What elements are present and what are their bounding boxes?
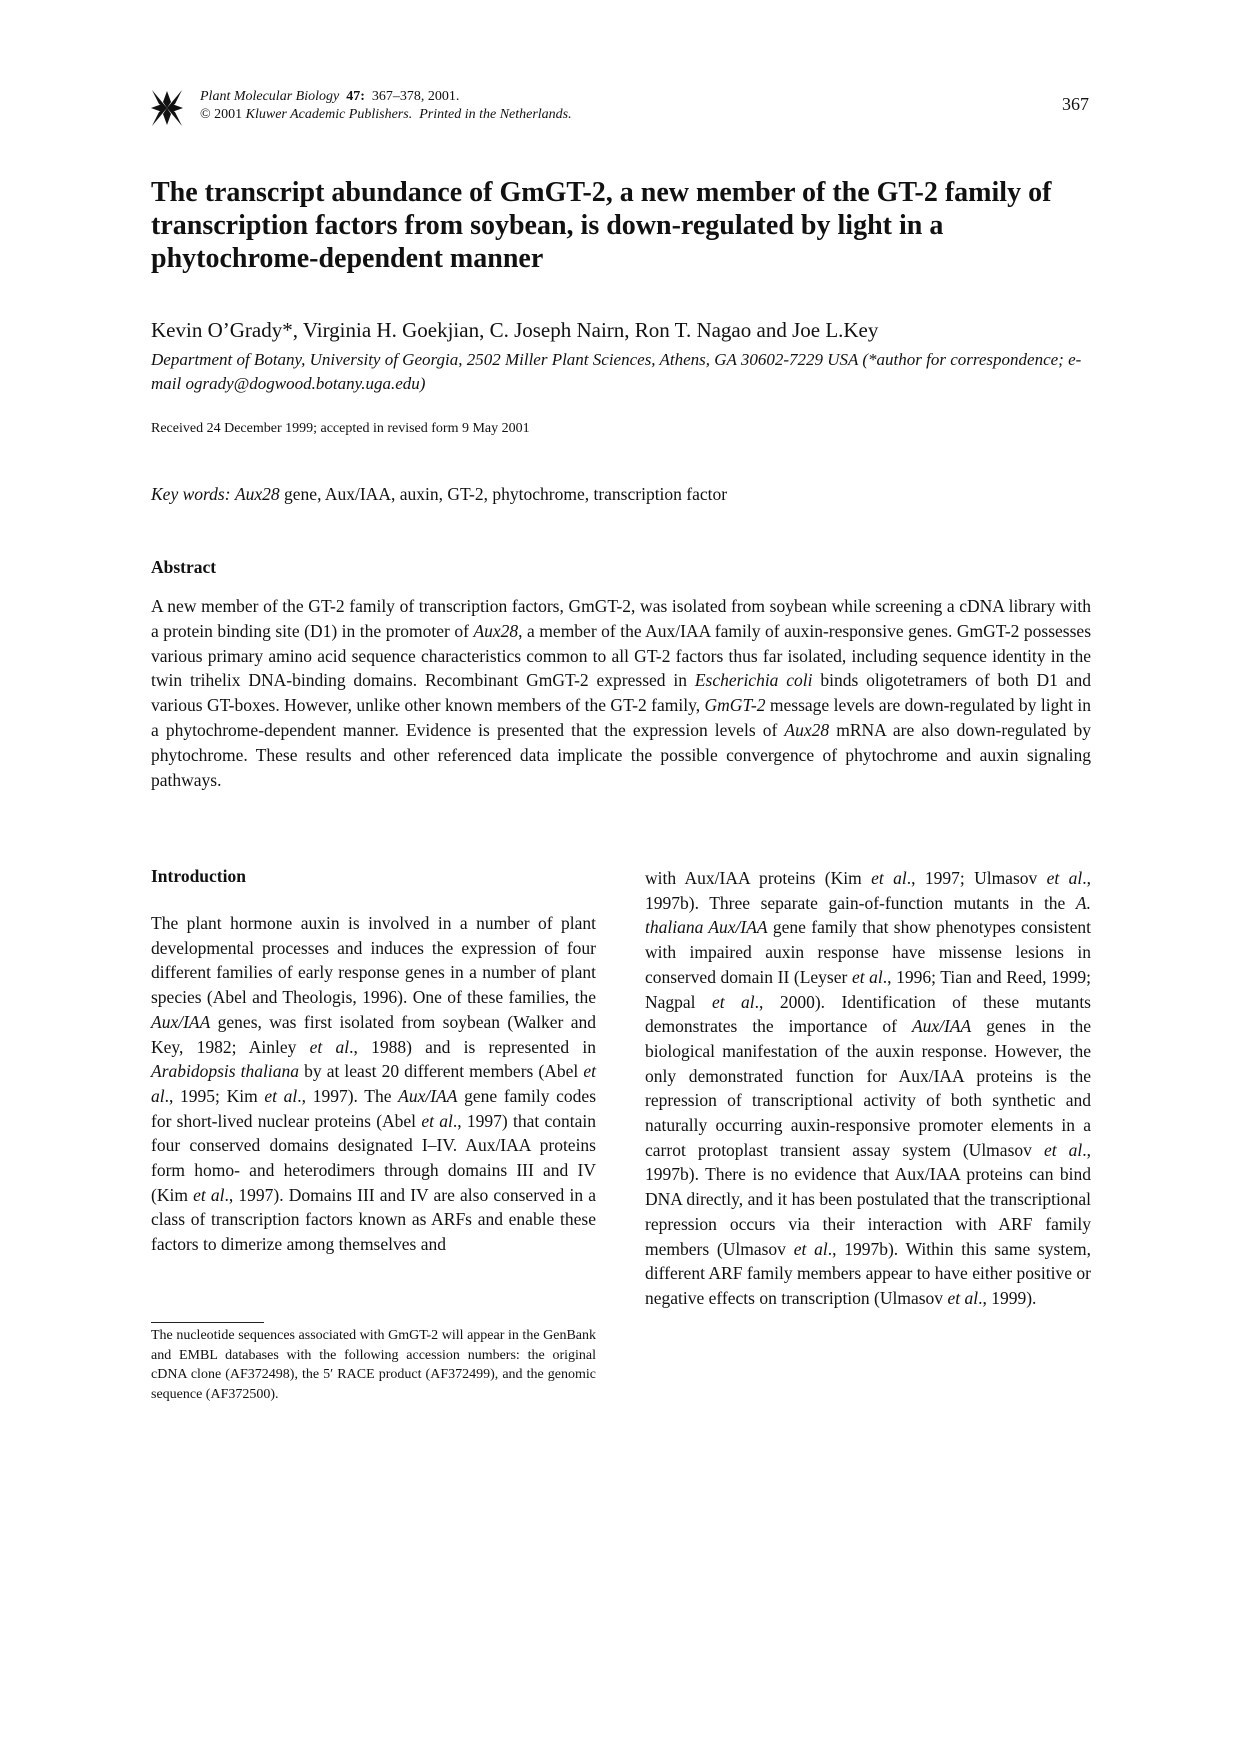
publisher-logo-icon — [150, 88, 184, 128]
italic-term: et al — [711, 991, 755, 1012]
body-text: ., 1997; Ulmasov — [906, 868, 1047, 888]
italic-term: A. thaliana Aux/IAA — [645, 892, 1091, 938]
italic-term: Aux/IAA — [911, 1016, 972, 1037]
body-text: ., 1997b). There is no evidence that Aux/IAA proteins can bind DNA directly, and it has been postulated that the transcriptional repression occurs via their interaction with ARF family members (Ulmasov — [645, 1139, 1091, 1259]
italic-term: et al — [421, 1110, 453, 1131]
abstract-italic: GmGT-2 — [704, 695, 766, 716]
italic-term: et al — [793, 1238, 828, 1259]
abstract-italic: Aux28 — [784, 719, 830, 740]
body-text: by at least 20 different members (Abel — [299, 1061, 584, 1082]
footnote-rule — [151, 1322, 264, 1323]
intro-column-left — [151, 911, 596, 1257]
body-text: gene family codes for short-lived nuclear proteins (Abel — [151, 1085, 597, 1131]
affiliation: Department of Botany, University of Georgia, 2502 Miller Plant Sciences, Athens, GA 30602-7229 USA (*author for correspondence; e-mail ogrady@dogwood.botany.uga.edu) — [151, 350, 1082, 393]
body-text: with Aux/IAA proteins (Kim — [645, 868, 872, 888]
author-list: Kevin O’Grady*, Virginia H. Goekjian, C. Joseph Nairn, Ron T. Nagao and Joe L.Key — [151, 318, 879, 342]
body-text: The plant hormone auxin is involved in a number of plant developmental processes and induces the expression of four different families of early response genes in a number of plant species (Abel and Theologis, 1996). One of these families, the — [151, 913, 596, 1008]
abstract-text: A new member of the GT-2 family of transcription factors, GmGT-2, was isolated from soybean while screening a cDNA library with a protein binding site (D1) in the promoter of — [151, 596, 1091, 641]
italic-term: Aux/IAA — [398, 1085, 458, 1106]
abstract-text: , a member of the Aux/IAA family of auxin-responsive genes. GmGT-2 possesses various primary amino acid sequence characteristics common to all GT-2 factors thus far isolated, including sequence identity in the twin trihelix DNA-binding domains. Recombinant GmGT-2 expressed in — [151, 620, 1091, 691]
intro-column-right — [645, 866, 1091, 1311]
footnote: The nucleotide sequences associated with GmGT-2 will appear in the GenBank and EMBL databases with the following accession numbers: the original cDNA clone (AF372498), the 5′ RACE product (AF372499), and the genomic sequence (AF372500). — [151, 1328, 596, 1402]
italic-term: et al — [151, 1061, 596, 1106]
body-text: ., 2000). Identification of these mutants demonstrates the importance of — [645, 991, 1091, 1037]
body-text: ., 1997). The — [297, 1085, 399, 1106]
keywords — [151, 484, 727, 505]
abstract-text: binds oligotetramers of both D1 and various GT-boxes. However, unlike other known members of the GT-2 family, — [151, 670, 1091, 716]
abstract-italic: Escherichia coli — [694, 670, 813, 691]
publisher: Kluwer Academic Publishers. — [245, 107, 413, 122]
page-number: 367 — [1062, 94, 1089, 114]
keyword-aux28: Aux28 — [234, 484, 280, 504]
abstract-text: message levels are down-regulated by light in a phytochrome-dependent manner. Evidence is presented that the expression levels of — [151, 695, 1091, 740]
keywords-label: Key words: — [151, 484, 231, 504]
body-text: ., 1996; Tian and Reed, 1999; Nagpal — [645, 966, 1091, 1012]
journal-name: Plant Molecular Biology — [200, 89, 340, 104]
italic-term: Aux/IAA — [151, 1011, 211, 1032]
body-text: ., 1997). Domains III and IV are also conserved in a class of transcription factors known as ARFs and enable these factors to dimerize among themselves and — [151, 1184, 596, 1255]
italic-term: et al — [264, 1085, 298, 1106]
received-date: Received 24 December 1999; accepted in revised form 9 May 2001 — [151, 421, 530, 436]
italic-term: et al — [947, 1287, 979, 1308]
italic-term: et al — [1046, 868, 1083, 888]
journal-pages: 367–378, 2001. — [371, 89, 460, 104]
journal-citation — [200, 88, 572, 124]
italic-term: et al — [871, 868, 907, 888]
journal-volume: 47: — [346, 89, 365, 104]
body-text: genes, was first isolated from soybean (Walker and Key, 1982; Ainley — [151, 1011, 596, 1057]
italic-term: et al — [193, 1184, 225, 1205]
abstract-italic: Aux28 — [473, 620, 519, 641]
abstract-text: mRNA are also down-regulated by phytochrome. These results and other referenced data implicate the possible convergence of phytochrome and auxin signaling pathways. — [151, 719, 1092, 790]
printed-location: Printed in the Netherlands. — [419, 107, 572, 122]
paper-title: The transcript abundance of GmGT-2, a new member of the GT-2 family of transcription factors from soybean, is down-regulated by light in a phytochrome-dependent manner — [151, 177, 1052, 274]
body-text: ., 1997b). Within this same system, different ARF family members appear to have either positive or negative effects on transcription (Ulmasov — [645, 1238, 1091, 1308]
italic-term: et al — [309, 1036, 350, 1057]
abstract-body — [151, 594, 1091, 792]
body-text: ., 1988) and is represented in — [349, 1036, 597, 1057]
abstract-heading: Abstract — [151, 557, 217, 577]
body-text: ., 1997b). Three separate gain-of-function mutants in the — [645, 868, 1092, 913]
italic-term: et al — [851, 966, 883, 987]
italic-term: Arabidopsis thaliana — [151, 1061, 300, 1082]
body-text: gene family that show phenotypes consistent with impaired auxin response have missense lesions in conserved domain II (Leyser — [645, 917, 1092, 987]
keywords-rest: gene, Aux/IAA, auxin, GT-2, phytochrome, transcription factor — [284, 484, 728, 504]
body-text: ., 1997) that contain four conserved domains designated I–IV. Aux/IAA proteins form homo- and heterodimers through domains III and IV (Kim — [151, 1110, 596, 1205]
copyright: © 2001 — [200, 107, 243, 122]
body-text: genes in the biological manifestation of the auxin response. However, the only demonstrated function for Aux/IAA proteins is the repression of transcriptional activity of both synthetic and naturally occurring auxin-responsive promoter elements in a carrot protoplast transient assay system (Ulmasov — [645, 1016, 1091, 1160]
body-text: ., 1995; Kim — [164, 1085, 265, 1106]
body-text: ., 1999). — [978, 1287, 1037, 1308]
italic-term: et al — [1043, 1139, 1083, 1160]
introduction-heading: Introduction — [151, 866, 246, 886]
